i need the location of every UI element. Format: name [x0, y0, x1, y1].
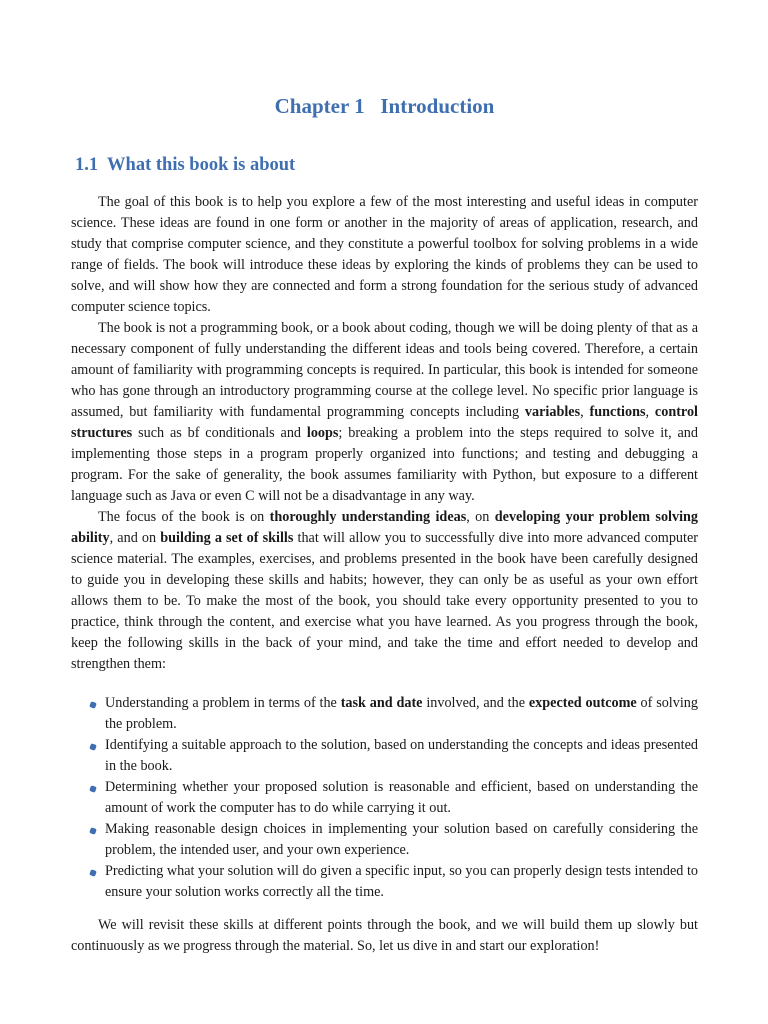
bold-term-functions: functions — [589, 404, 646, 420]
bullet-icon — [89, 785, 97, 793]
section-body — [71, 192, 698, 957]
list-item — [105, 777, 698, 819]
list-item — [105, 861, 698, 903]
text-run: Making reasonable design choices in implementing your solution based on carefully considering the problem, the intended user, and your own experience. — [105, 821, 698, 858]
bold-phrase-understanding-ideas: thoroughly understanding ideas — [269, 509, 467, 525]
text-run: of solving the problem. — [105, 695, 698, 732]
list-item — [105, 819, 698, 861]
paragraph-prerequisites — [71, 318, 698, 507]
bold-phrase-task-and-date: task and date — [340, 695, 423, 711]
text-run: Identifying a suitable approach to the solution, based on understanding the concepts and ideas presented in the book. — [105, 737, 698, 774]
chapter-title: Chapter 1 Introduction — [274, 94, 495, 118]
text-run: such as bf conditionals and — [132, 425, 307, 441]
bullet-icon — [89, 701, 97, 709]
bold-phrase-problem-solving: developing your problem solving ability — [71, 509, 698, 546]
text-run: , — [645, 404, 655, 420]
text-run: , and on — [109, 530, 161, 546]
bold-term-loops: loops — [306, 425, 339, 441]
paragraph-conclusion: We will revisit these skills at different points through the book, and we will build them up slowly but continuously as we progress through the material. So, let us dive in and start our exploration! — [71, 917, 698, 954]
text-run: Determining whether your proposed solution is reasonable and efficient, based on understanding the amount of work the computer has to do while carrying it out. — [105, 779, 698, 816]
bullet-icon — [89, 827, 97, 835]
list-item — [105, 735, 698, 777]
section-title: 1.1 What this book is about — [75, 155, 296, 175]
skills-list — [71, 693, 698, 903]
bold-term-control-structures: control structures — [71, 404, 699, 441]
paragraph-goal: The goal of this book is to help you explore a few of the most interesting and useful ideas in computer science. These ideas are found in one form or another in the majority of areas of application, research, and study that comprise computer science, and they constitute a powerful toolbox for solving problems in a wide range of fields. The book will introduce these ideas by exploring the kinds of problems they can be used to solve, and will show how they are connected and form a strong foundation for the serious study of advanced computer science topics. — [71, 194, 698, 315]
text-run: , — [580, 404, 590, 420]
text-run: Predicting what your solution will do given a specific input, so you can properly design tests intended to ensure your solution works correctly all the time. — [105, 863, 698, 900]
text-run: Understanding a problem in terms of the — [105, 695, 341, 711]
paragraph-focus — [71, 507, 698, 675]
bold-phrase-expected-outcome: expected outcome — [528, 695, 637, 711]
text-run: involved, and the — [422, 695, 529, 711]
text-run: ; breaking a problem into the steps required to solve it, and implementing those steps in a program properly organized into functions; and testing and debugging a program. For the sake of generality, the book assumes familiarity with Python, but exposure to a different language such as Java or even C will not be a disadvantage in any way. — [71, 425, 698, 504]
text-run: The book is not a programming book, or a book about coding, though we will be doing plenty of that as a necessary component of fully understanding the different ideas and tools being covered. Therefore, a certain amount of familiarity with programming concepts is required. In particular, this book is intended for someone who has gone through an introductory programming course at the college level. No specific prior language is assumed, but familiarity with fundamental programming concepts including — [71, 320, 698, 420]
bold-term-variables: variables — [524, 404, 581, 420]
bullet-icon — [89, 743, 97, 751]
list-item — [105, 693, 698, 735]
bold-phrase-set-of-skills: building a set of skills — [160, 530, 294, 546]
text-run: The focus of the book is on — [98, 509, 270, 525]
bullet-icon — [89, 869, 97, 877]
text-run: , on — [466, 509, 495, 525]
text-run: that will allow you to successfully dive into more advanced computer science material. The examples, exercises, and problems presented in the book have been carefully designed to guide you in developing these skills and habits; however, they can only be as useful as your own effort allows them to be. To make the most of the book, you should take every opportunity presented to you to practice, think through the content, and exercise what you have learned. As you progress through the book, keep the following skills in the back of your mind, and take the time and effort needed to develop and strengthen them: — [71, 530, 698, 672]
